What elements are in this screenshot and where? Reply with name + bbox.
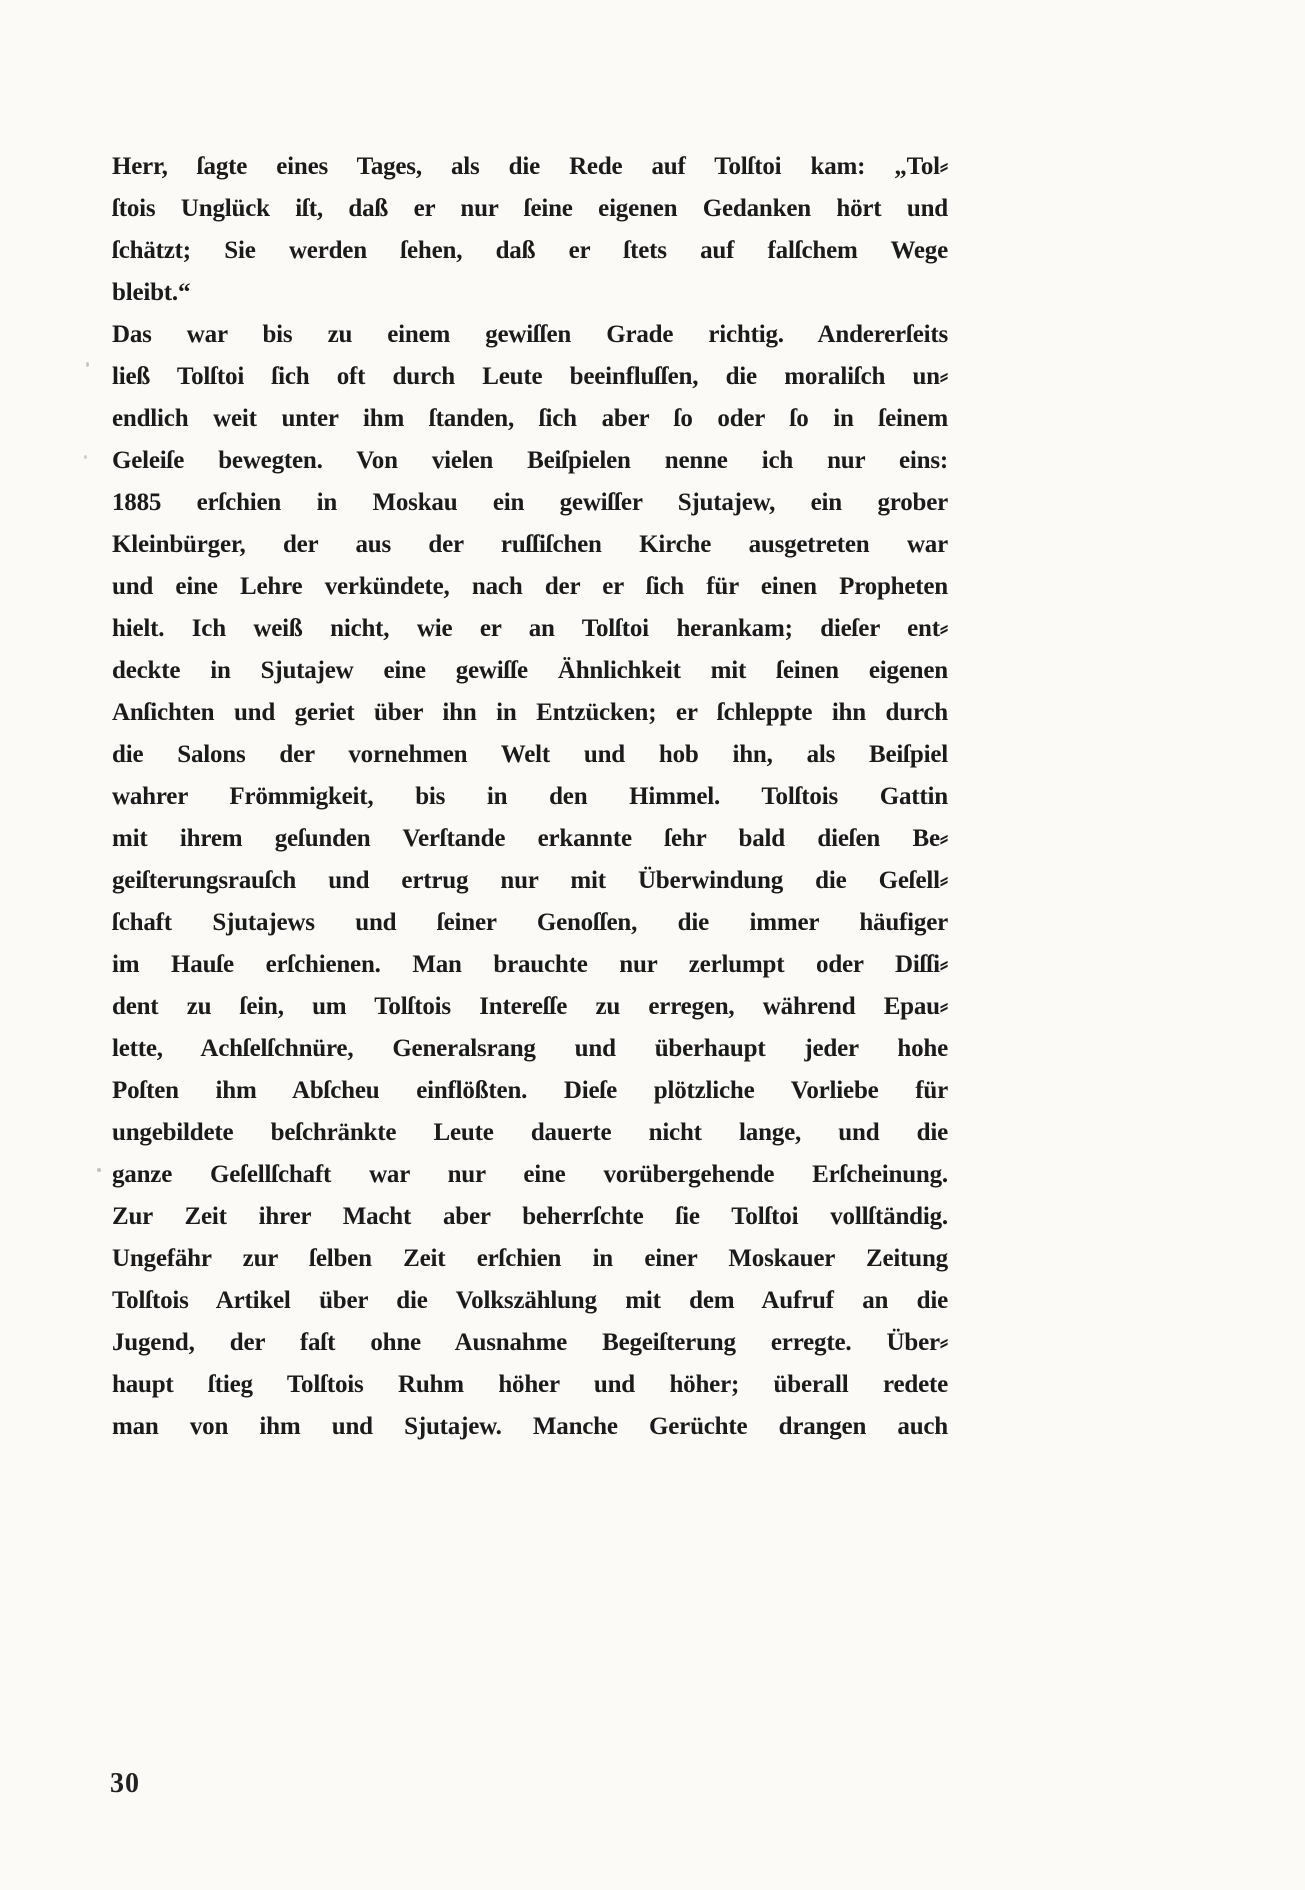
text-line: mit ihrem geſunden Verſtande erkannte ſehr bald dieſen Be⸗ [112,825,948,852]
text-line: ganze Geſellſchaft war nur eine vorübergehende Erſcheinung. [112,1161,948,1188]
text-line: Das war bis zu einem gewiſſen Grade richtig. Andererſeits [112,321,948,348]
text-line: deckte in Sjutajew eine gewiſſe Ähnlichkeit mit ſeinen eigenen [112,657,948,684]
text-line: Anſichten und geriet über ihn in Entzücken; er ſchleppte ihn durch [112,699,948,726]
text-line: ſchaft Sjutajews und ſeiner Genoſſen, die immer häufiger [112,909,948,936]
text-line: hielt. Ich weiß nicht, wie er an Tolſtoi herankam; dieſer ent⸗ [112,615,948,642]
text-line: Herr, ſagte eines Tages, als die Rede auf Tolſtoi kam: „Tol⸗ [112,153,948,180]
text-line: ließ Tolſtoi ſich oft durch Leute beeinfluſſen, die moraliſch un⸗ [112,363,948,390]
text-line: Jugend, der faſt ohne Ausnahme Begeiſterung erregte. Über⸗ [112,1329,948,1356]
text-line: ſchätzt; Sie werden ſehen, daß er ſtets auf falſchem Wege [112,237,948,264]
scan-speck [86,362,89,367]
text-line: Geleiſe bewegten. Von vielen Beiſpielen nenne ich nur eins: [112,447,948,474]
scan-speck [84,455,87,459]
text-line: Ungefähr zur ſelben Zeit erſchien in einer Moskauer Zeitung [112,1245,948,1272]
text-line: geiſterungsrauſch und ertrug nur mit Überwindung die Geſell⸗ [112,867,948,894]
text-line: wahrer Frömmigkeit, bis in den Himmel. Tolſtois Gattin [112,783,948,810]
text-line: lette, Achſelſchnüre, Generalsrang und überhaupt jeder hohe [112,1035,948,1062]
scan-speck [97,1168,101,1172]
text-line: dent zu ſein, um Tolſtois Intereſſe zu erregen, während Epau⸗ [112,993,948,1020]
text-line: ſtois Unglück iſt, daß er nur ſeine eigenen Gedanken hört und [112,195,948,222]
page-number: 30 [110,1768,140,1799]
text-line: Zur Zeit ihrer Macht aber beherrſchte ſie Tolſtoi vollſtändig. [112,1203,948,1230]
text-line: man von ihm und Sjutajew. Manche Gerüchte drangen auch [112,1413,948,1440]
text-line: 1885 erſchien in Moskau ein gewiſſer Sjutajew, ein grober [112,489,948,516]
text-line: und eine Lehre verkündete, nach der er ſich für einen Propheten [112,573,948,600]
text-line: endlich weit unter ihm ſtanden, ſich aber ſo oder ſo in ſeinem [112,405,948,432]
text-line: ungebildete beſchränkte Leute dauerte nicht lange, und die [112,1119,948,1146]
text-line: im Hauſe erſchienen. Man brauchte nur zerlumpt oder Diſſi⸗ [112,951,948,978]
text-line: die Salons der vornehmen Welt und hob ihn, als Beiſpiel [112,741,948,768]
text-line: haupt ſtieg Tolſtois Ruhm höher und höher; überall redete [112,1371,948,1398]
text-line: Poſten ihm Abſcheu einflößten. Dieſe plötzliche Vorliebe für [112,1077,948,1104]
text-line: Tolſtois Artikel über die Volkszählung mit dem Aufruf an die [112,1287,948,1314]
body-text [112,146,948,1448]
text-line: bleibt.“ [112,279,191,306]
text-line: Kleinbürger, der aus der ruſſiſchen Kirche ausgetreten war [112,531,948,558]
